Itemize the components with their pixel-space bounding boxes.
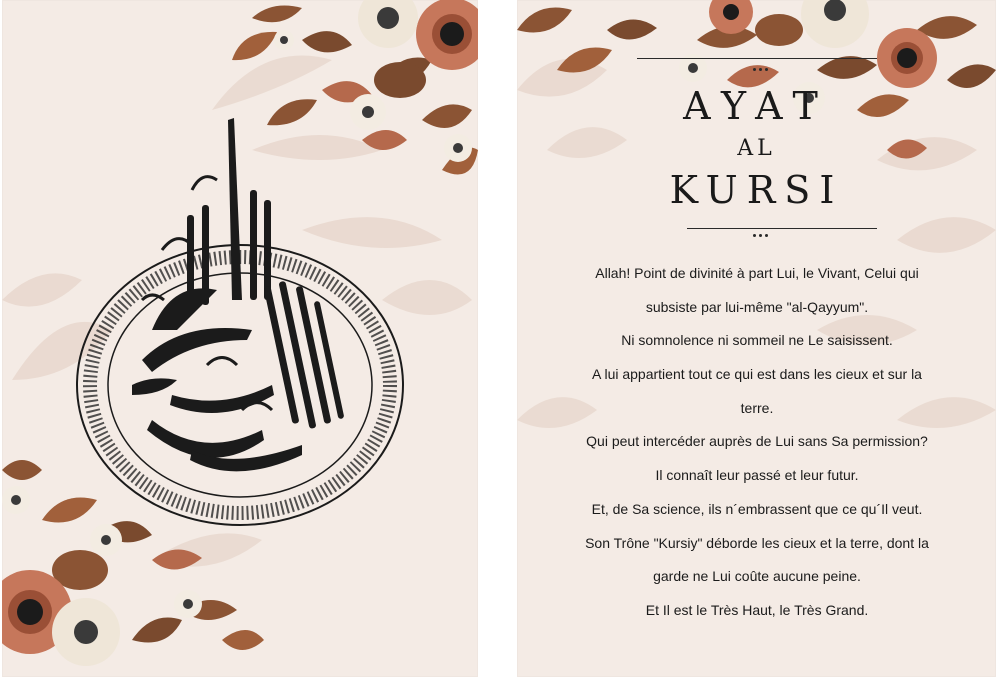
verse-line: Et Il est le Très Haut, le Très Grand. bbox=[645, 601, 869, 618]
divider-dot bbox=[765, 68, 768, 71]
verse-line: A lui appartient tout ce qui est dans les cieux et sur la bbox=[592, 366, 922, 383]
verse-list bbox=[537, 258, 977, 629]
title-al: AL bbox=[737, 136, 776, 161]
title-kursi: KURSI bbox=[669, 168, 844, 212]
verse-line: Il connaît leur passé et leur futur. bbox=[655, 467, 859, 484]
divider-dot bbox=[765, 234, 768, 237]
verse-line: Allah! Point de divinité à part Lui, le Vivant, Celui qui bbox=[595, 265, 919, 281]
translation-poster bbox=[517, 0, 996, 677]
verse-line: Et, de Sa science, ils n´embrassent que ce qu´Il veut. bbox=[591, 500, 923, 517]
verse-line: Son Trône "Kursiy" déborde les cieux et la terre, dont la bbox=[585, 534, 929, 551]
verse-line: garde ne Lui coûte aucune peine. bbox=[653, 568, 861, 585]
verse-line: terre. bbox=[740, 399, 774, 416]
divider-dot bbox=[759, 68, 762, 71]
divider-dot bbox=[759, 234, 762, 237]
verse-line: Qui peut intercéder auprès de Lui sans Sa permission? bbox=[586, 433, 928, 450]
calligraphy-poster bbox=[2, 0, 478, 677]
top-divider bbox=[637, 58, 877, 59]
divider-dot bbox=[753, 234, 756, 237]
verse-line: subsiste par lui-même "al-Qayyum". bbox=[645, 298, 869, 315]
calligraphy-medallion bbox=[2, 0, 478, 677]
verse-line: Ni somnolence ni sommeil ne Le saisissent. bbox=[621, 332, 893, 349]
divider-dot bbox=[753, 68, 756, 71]
title-ayat: AYAT bbox=[683, 84, 830, 128]
bottom-divider bbox=[687, 228, 877, 229]
